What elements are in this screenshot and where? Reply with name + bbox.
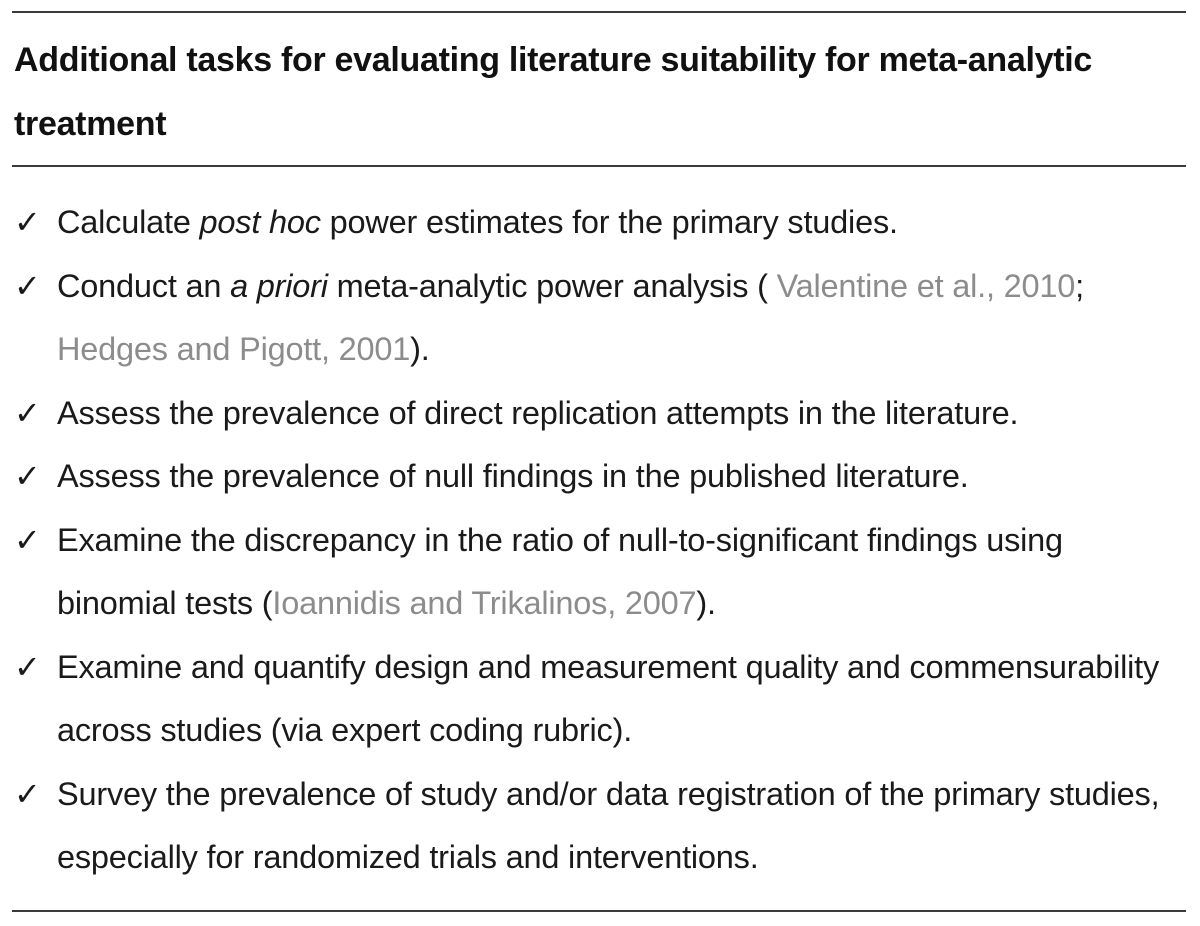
item-text: Assess the prevalence of null findings in the published literature.	[57, 458, 969, 494]
checkmark-icon: ✓	[14, 394, 41, 431]
item-text: ).	[410, 331, 430, 367]
list-item	[14, 445, 1186, 509]
checkmark-icon: ✓	[14, 775, 41, 812]
citation-link[interactable]: Ioannidis and Trikalinos, 2007	[272, 585, 697, 621]
list-item	[14, 255, 1186, 382]
item-text: Assess the prevalence of direct replication attempts in the literature.	[57, 394, 1019, 431]
item-emphasis: a priori	[230, 267, 328, 304]
item-text: power estimates for the primary studies.	[320, 204, 898, 240]
item-text: Conduct an	[57, 267, 231, 304]
citation-link[interactable]: Valentine et al., 2010	[776, 267, 1076, 304]
item-text: Survey the prevalence of study and/or data registration of the primary studies, especially for randomized trials and interventions.	[57, 775, 1160, 875]
checkmark-icon: ✓	[14, 458, 41, 494]
list-item	[14, 636, 1186, 763]
list-item	[14, 382, 1186, 446]
table-top-rule	[12, 11, 1186, 13]
checkmark-icon: ✓	[14, 648, 41, 685]
table-title: Additional tasks for evaluating literature suitability for meta-analytic treatment	[14, 41, 1092, 143]
item-text: Examine the discrepancy in the ratio of null-to-significant findings using binomial tests (	[57, 521, 1063, 621]
citation-link[interactable]: Hedges and Pigott, 2001	[57, 331, 411, 367]
table-header-rule	[12, 165, 1186, 167]
item-emphasis: post hoc	[199, 204, 321, 240]
checkmark-icon: ✓	[14, 521, 41, 558]
item-text: Examine and quantify design and measurement quality and commensurability across studies (via expert coding rubric).	[57, 648, 1160, 748]
checkmark-icon: ✓	[14, 267, 41, 304]
item-text: meta-analytic power analysis (	[327, 267, 777, 304]
item-text: Calculate	[57, 204, 200, 240]
task-checklist	[14, 191, 1186, 890]
list-item	[14, 191, 1186, 255]
item-text: ).	[696, 585, 716, 621]
list-item	[14, 509, 1186, 636]
checkmark-icon: ✓	[14, 204, 41, 240]
table-bottom-rule	[12, 910, 1186, 912]
item-text: ;	[1075, 267, 1084, 304]
list-item	[14, 763, 1186, 890]
